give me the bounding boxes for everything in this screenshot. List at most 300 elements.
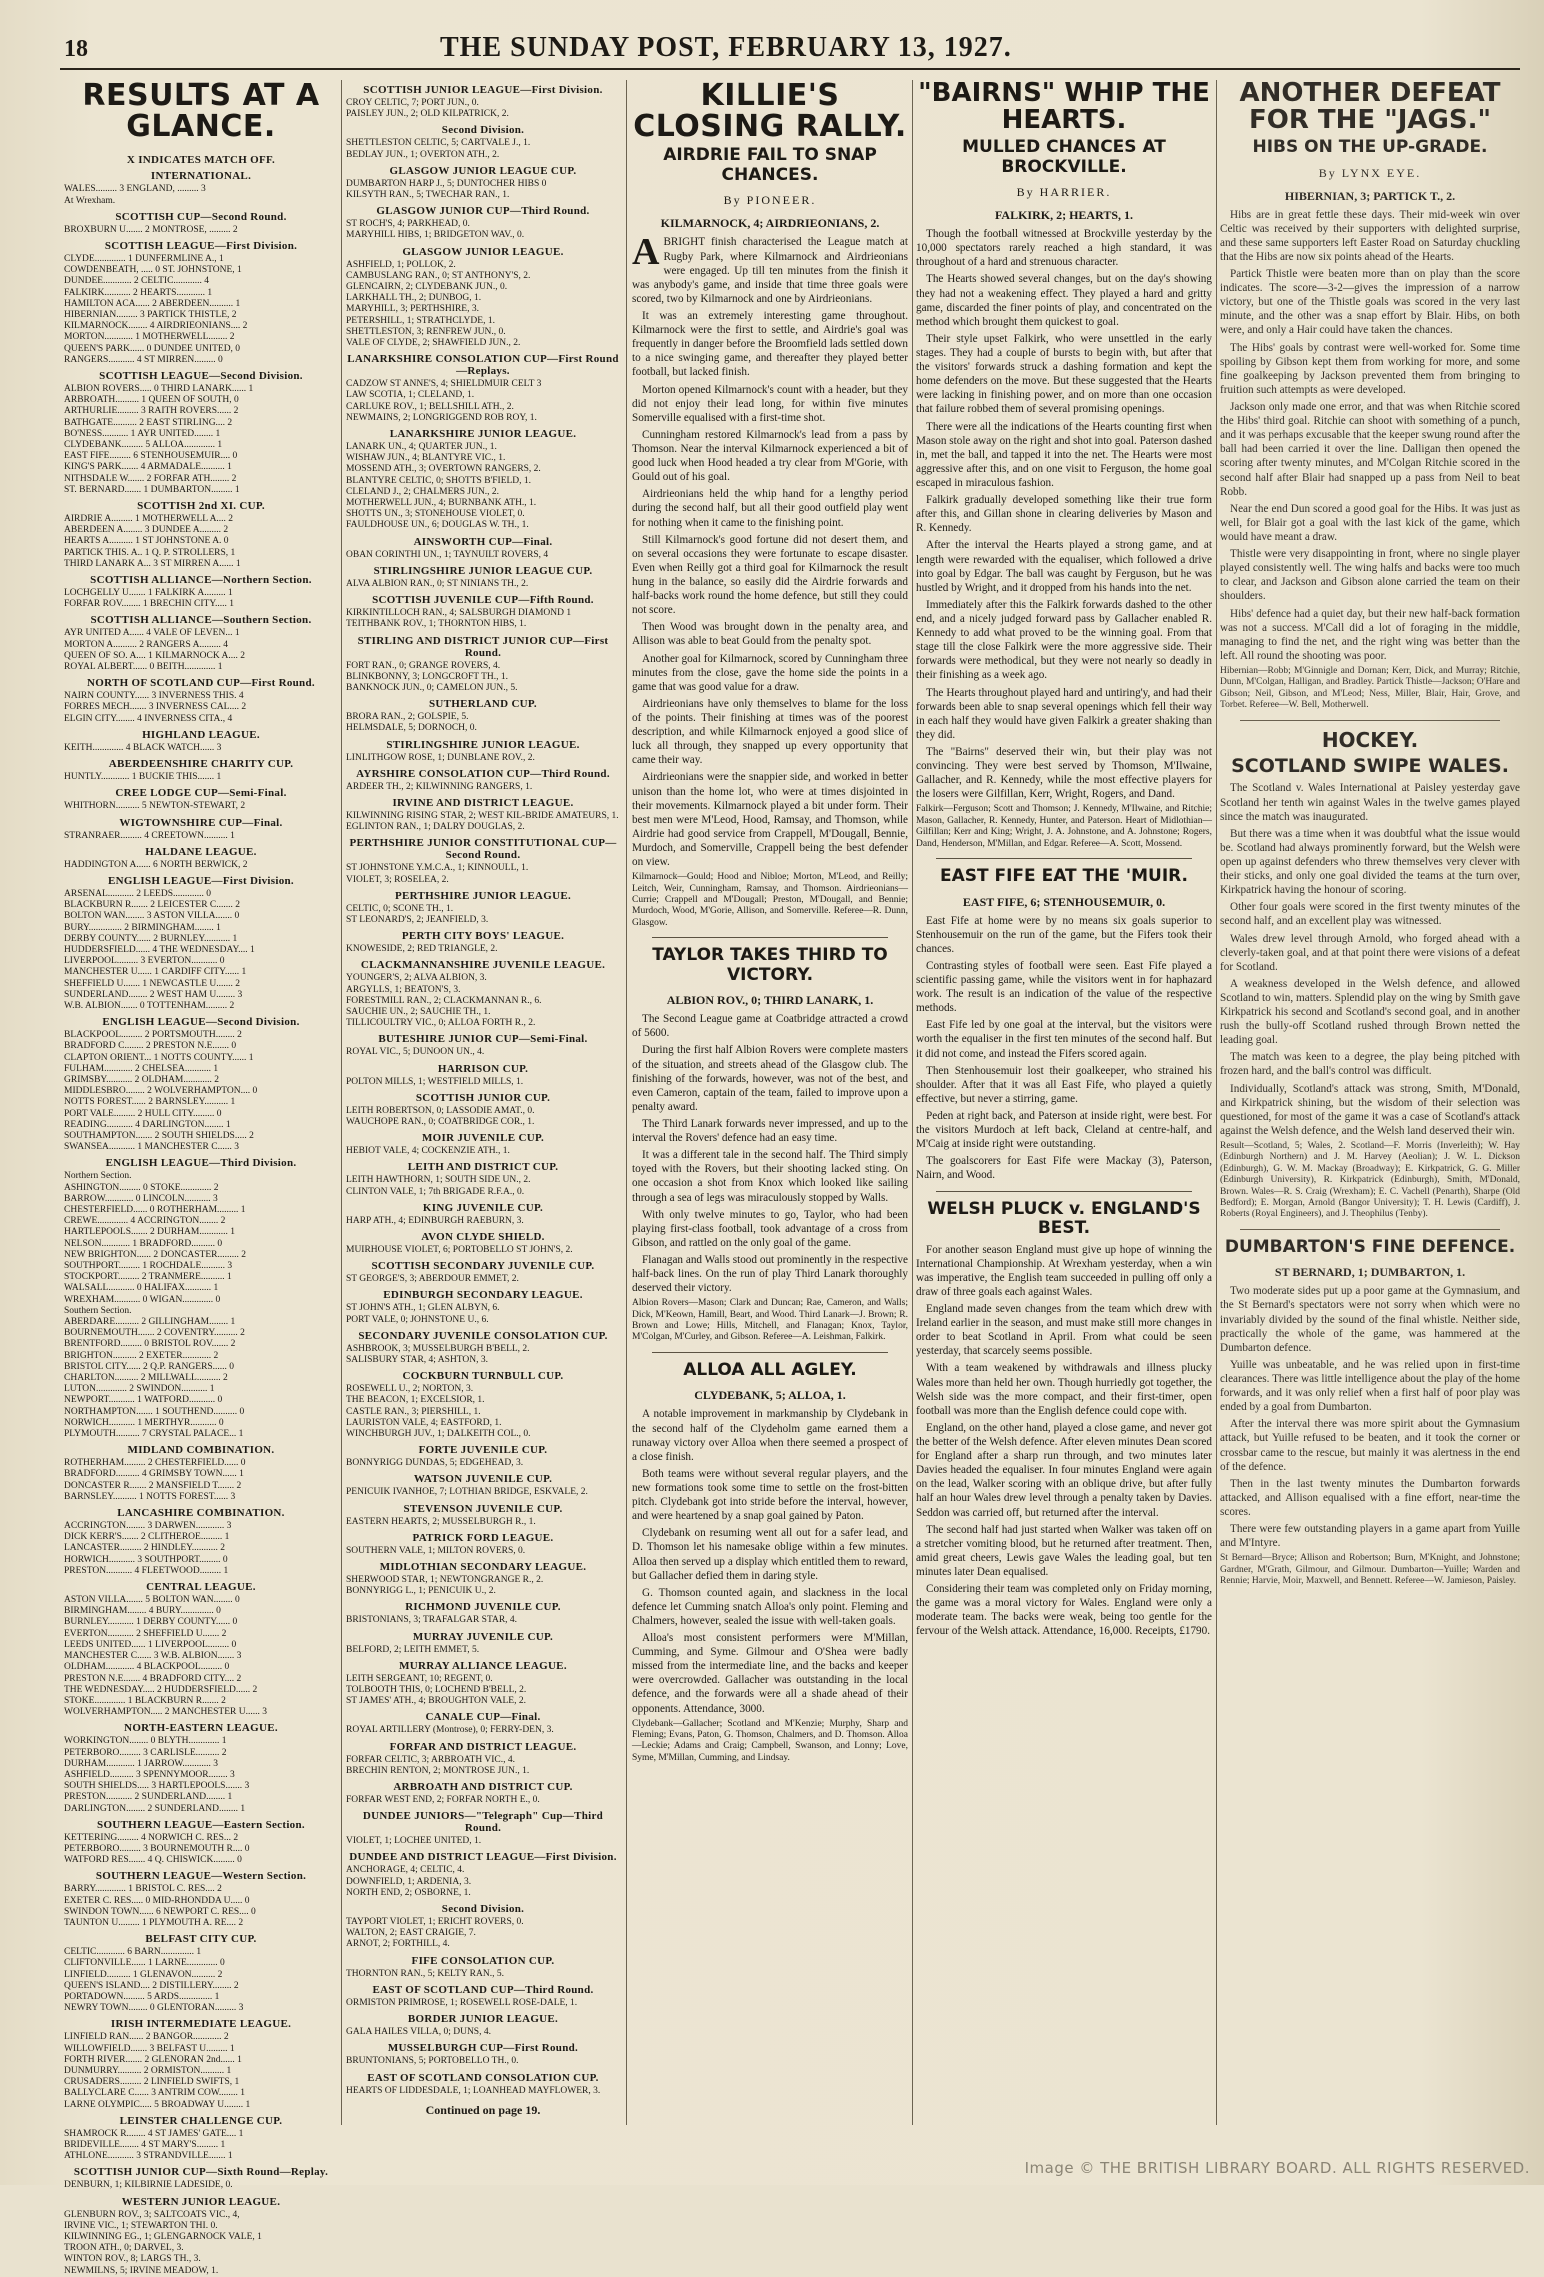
results-section [64,1171,338,1440]
result-row: ST JOHN'S ATH., 1; GLEN ALBYN, 6. [346,1303,500,1314]
result-row: YOUNGER'S, 2; ALVA ALBION, 3. [346,973,487,984]
result-row: HADDINGTON A...... 6 NORTH BERWICK, 2 [64,859,248,870]
result-row: TAUNTON U......... 1 PLYMOUTH A. RE.... 2 [64,1917,244,1928]
result-row: HEARTS OF LIDDESDALE, 1; LOANHEAD MAYFLOWER, 3. [346,2085,601,2096]
results-section [346,2056,620,2067]
result-row: ST ROCH'S, 4; PARKHEAD, 0. [346,219,470,230]
result-row: WALTON, 2; EAST CRAIGIE, 7. [346,1928,476,1939]
bairns-report [916,227,1212,801]
results-section [346,2086,620,2097]
results-section [64,2129,338,2163]
results-section-heading: WATSON JUVENILE CUP. [413,1473,553,1486]
result-row: WREXHAM........... 0 WIGAN............. 0 [64,1294,221,1305]
results-section-heading: Second Division. [441,1903,525,1916]
results-section [346,1645,620,1656]
result-row: IRVINE VIC., 1; STEWARTON THI. 0. [64,2220,218,2231]
result-row: COWDENBEATH, ..... 0 ST. JOHNSTONE, 1 [64,265,242,276]
results-section-heading: LEINSTER CHALLENGE CUP. [119,2114,283,2127]
result-row: SHEFFIELD U....... 1 NEWCASTLE U....... 2 [64,978,241,989]
result-row: HAMILTON ACA...... 2 ABERDEEN.......... 1 [64,298,241,309]
result-row: DARLINGTON........ 2 SUNDERLAND........ 1 [64,1803,246,1814]
result-row: NEWRY TOWN........ 0 GLENTORAN......... 3 [64,2003,244,2014]
result-row: AIRDRIE A......... 1 MOTHERWELL A.... 2 [64,514,234,525]
result-row: BONNYRIGG DUNDAS, 5; EDGEHEAD, 3. [346,1458,524,1469]
results-section [346,1836,620,1847]
result-row: PLYMOUTH.......... 7 CRYSTAL PALACE... 1 [64,1429,244,1440]
result-row: WOLVERHAMPTON..... 2 MANCHESTER U...... 3 [64,1707,267,1718]
article-paragraph: It was a different tale in the second half. The Third simply toyed with the Rovers, but their shooting lacked sting. On one occasion a shot from Knox which looked like sailing through a sea of legs was miraculously stopped by Walls. [632,1149,908,1204]
result-row: LUTON............. 2 SWINDON........... 1 [64,1384,215,1395]
divider [652,937,888,938]
result-row: KILSYTH RAN., 5; TWECHAR RAN., 1. [346,190,510,201]
results-section [64,1595,338,1718]
results-section-heading: SOUTHERN LEAGUE—Eastern Section. [97,1818,305,1831]
result-row: FORFAR WEST END, 2; FORFAR NORTH E., 0. [346,1795,540,1806]
result-row: PARTICK THIS. A.. 1 Q. P. STROLLERS, 1 [64,547,236,558]
results-section [346,219,620,241]
result-row: SALISBURY STAR, 4; ASHTON, 3. [346,1355,489,1365]
hockey-teams: Result—Scotland, 5; Wales, 2. Scotland—F. Morris (Inverleith); W. Hay (Edinburgh Northern) and J. M. Harvey (Aeolian); J. W. L. Dickson (Edinburgh), G. W. M. Mackay (Broadway); E. Kirkpatrick, G. G. Miller (Edinburgh University), R. Kirkpatrick (Edinburgh), Smith, M'Donald, Brown. Wales—R. S. Craig (Wrexham); E. C. Vachell (Penarth), Sharpe (Old Bedford); E. Morgan, Arnold (Bangor University); T. H. Lewis (Cardiff), J. Roberts (Royal Engineers), and J. Theophilus (Tenby). [1220,1141,1520,1220]
result-row: WILLOWFIELD....... 3 BELFAST U......... 1 [64,2043,235,2054]
results-section-heading: MURRAY ALLIANCE LEAGUE. [399,1659,567,1672]
result-row: Southern Section. [64,1305,132,1316]
results-section [346,1725,620,1736]
results-section [64,860,338,871]
result-row: PETERSHILL, 1; STRATHCLYDE, 1. [346,315,495,326]
article-paragraph: Two moderate sides put up a poor game at the Gymnasium, and the St Bernard's spectators were not sorry when which were no invariably divided by the sound of the final whistle. Neither side, practically the whole of the game, was hammered at the Dumbarton defence. [1220,1285,1520,1354]
result-row: ST. BERNARD....... 1 DUMBARTON......... 1 [64,484,240,495]
results-section [64,1458,338,1503]
results-section-heading: SCOTTISH JUVENILE CUP—Fifth Round. [372,594,594,607]
results-section-heading: MIDLAND COMBINATION. [127,1444,275,1457]
article-text: BRIGHT finish characterised the League match at Rugby Park, where Kilmarnock and Airdrieonians were engaged. Up till ten minutes from the finish it was anybody's game, and inside that time three goals were scored, two by Kilmarnock and one by Airdrieonians. [632,236,908,305]
divider [652,1352,888,1353]
result-row: EXETER C. RES..... 0 MID-RHONDDA U..... 0 [64,1895,250,1906]
result-row: BRORA RAN., 2; GOLSPIE, 5. [346,712,469,723]
results-section [64,2032,338,2110]
article-paragraph: East Fife at home were by no means six goals superior to Stenhousemuir on the run of the game, but the Fifers took their chances. [916,914,1212,955]
article-paragraph: The second half had just started when Walker was taken off on a stretcher vomiting blood, but he returned after treatment. Then, amid great cheers, Lewis gave Wales the leading goal, but ten minutes later Dean equalised. [916,1523,1212,1578]
result-row: NORTH END, 2; OSBORNE, 1. [346,1887,471,1898]
results-section-heading: HARRISON CUP. [437,1062,529,1075]
result-row: BOLTON WAN........ 3 ASTON VILLA....... 0 [64,911,240,922]
result-row: NOTTS FOREST...... 2 BARNSLEY.......... 1 [64,1097,236,1108]
result-row: CAMBUSLANG RAN., 0; ST ANTHONY'S, 2. [346,270,531,281]
column-jags [1220,80,1520,2145]
results-section-heading: STIRLINGSHIRE JUNIOR LEAGUE. [386,738,580,751]
results-section-heading: HIGHLAND LEAGUE. [142,728,260,741]
result-row: BRIGHTON.......... 2 EXETER............ 2 [64,1350,219,1361]
result-row: LAURISTON VALE, 4; EASTFORD, 1. [346,1417,502,1428]
article-paragraph: The Third Lanark forwards never impressed, and up to the interval the Rovers' defence had an easy time. [632,1117,908,1145]
article-paragraph: After the interval there was more spirit about the Gymnasium attack, but Yuille refused to be beaten, and it took the corner or crossbar came to the rescue, but mainly it was alertness in the end of the defence. [1220,1418,1520,1473]
results-section-heading: PERTHSHIRE JUNIOR LEAGUE. [394,889,572,902]
results-section [346,1047,620,1058]
result-row: KILWINNING EG., 1; GLENGARNOCK VALE, 1 [64,2232,262,2243]
result-row: EGLINTON RAN., 1; DALRY DOUGLAS, 2. [346,822,525,833]
jags-byline: By LYNX EYE. [1318,165,1422,180]
results-section-heading: CENTRAL LEAGUE. [146,1581,256,1594]
results-section-heading: ENGLISH LEAGUE—First Division. [108,874,294,887]
result-row: FALKIRK........... 2 HEARTS............ 1 [64,287,213,298]
result-row: LAW SCOTIA, 1; CLELAND, 1. [346,390,475,401]
results-section [346,2027,620,2038]
result-row: LEEDS UNITED...... 1 LIVERPOOL......... 0 [64,1639,237,1650]
results-section [64,889,338,1012]
results-section-heading: Second Division. [441,124,525,137]
results-section [346,260,620,350]
jags-fixture: HIBERNIAN, 3; PARTICK T., 2. [1284,188,1456,203]
results-section [346,1274,620,1285]
result-row: CASTLE RAN., 3; PIERSHILL, 1. [346,1406,481,1417]
result-row: BROXBURN U....... 2 MONTROSE, ......... 2 [64,224,238,235]
result-row: WHITHORN.......... 5 NEWTON-STEWART, 2 [64,801,246,812]
article-paragraph: The Hearts showed several changes, but on the day's showing they had not a weakening effect. They played a hard and gritty game, discarded the finer points of play, and concentrated on the method which brought them quickest to goal. [916,273,1212,328]
results-section-heading: BELFAST CITY CUP. [145,1933,257,1946]
results-section [64,2210,338,2277]
result-row: CLELAND J., 2; CHALMERS JUN., 2. [346,486,500,497]
results-section [64,254,338,366]
result-row: CROY CELTIC, 7; PORT JUN., 0. [346,98,479,108]
results-section [346,661,620,695]
article-paragraph: A weakness developed in the Welsh defence, and allowed Scotland to win, matters. Splendid play on the wing by Smith gave Kirkpatrick his second and Scotland's second goal, and in another rush the bully-off Scotland rushed through Brown netted the leading goal. [1220,977,1520,1047]
results-section-heading: STIRLING AND DISTRICT JUNIOR CUP—First Round. [357,634,609,659]
result-row: ST GEORGE'S, 3; ABERDOUR EMMET, 2. [346,1274,519,1285]
results-section-heading: PERTH CITY BOYS' LEAGUE. [401,930,565,943]
result-row: TOLBOOTH THIS, 0; LOCHEND B'BELL, 2. [346,1685,527,1696]
result-row: HEARTS A.......... 1 ST JOHNSTONE A. 0 [64,536,229,547]
results-section [346,1146,620,1157]
result-row: CLYDE............. 1 DUNFERMLINE A., 1 [64,253,224,264]
result-row: NEWMILNS, 5; IRVINE MEADOW, 1. [64,2265,219,2276]
result-row: PORT VALE, 0; JOHNSTONE U., 6. [346,1314,489,1325]
result-row: CLYDEBANK......... 5 ALLOA............. 1 [64,440,223,451]
results-section [64,225,338,236]
results-section [346,1575,620,1597]
eastfife-report [916,914,1212,1183]
results-section-heading: AINSWORTH CUP—Final. [413,535,553,548]
results-section [346,973,620,1029]
results-section-heading: CLACKMANNANSHIRE JUVENILE LEAGUE. [360,959,606,972]
results-section-heading: WIGTOWNSHIRE CUP—Final. [119,816,283,829]
result-row: LARNE OLYMPIC..... 5 BROADWAY U........ 1 [64,2099,251,2110]
results-section [346,1175,620,1197]
result-row: SOUTHPORT......... 1 ROCHDALE.......... 3 [64,1261,233,1271]
result-row: BRISTONIANS, 3; TRAFALGAR STAR, 4. [346,1615,518,1626]
result-row: BEDLAY JUN., 1; OVERTON ATH., 2. [346,149,500,160]
results-section [346,1674,620,1708]
results-section-heading: CANALE CUP—Final. [425,1711,541,1724]
result-row: OBAN CORINTHI UN., 1; TAYNUILT ROVERS, 4 [346,549,549,560]
hockey-label: HOCKEY. [1321,727,1419,752]
result-row: NORWICH........... 1 MERTHYR........... 0 [64,1417,224,1428]
killie-headline: KILLIE'S CLOSING RALLY. [633,78,907,145]
result-row: HIBERNIAN......... 3 PARTICK THISTLE, 2 [64,310,237,320]
result-row: GRIMSBY........... 2 OLDHAM............ 2 [64,1074,220,1085]
result-row: BOURNEMOUTH....... 2 COVENTRY.......... 2 [64,1328,245,1339]
results-section-heading: INTERNATIONAL. [150,170,252,183]
bairns-fixture: FALKIRK, 2; HEARTS, 1. [994,208,1134,223]
result-row: ROTHERHAM......... 2 CHESTERFIELD...... 0 [64,1458,246,1469]
results-section-heading: RICHMOND JUVENILE CUP. [405,1601,561,1614]
results-section-heading: FIFE CONSOLATION CUP. [411,1954,555,1967]
article-paragraph: Then in the last twenty minutes the Dumbarton forwards attacked, and Allison equalised with a fine effort, near-time the scores. [1220,1477,1520,1518]
results-section-heading: ENGLISH LEAGUE—Third Division. [105,1157,297,1170]
results-section-heading: SCOTTISH CUP—Second Round. [115,210,287,223]
results-section [346,1795,620,1806]
results-section [346,811,620,833]
results-section [346,379,620,424]
killie-report [632,231,908,869]
results-section [346,782,620,793]
results-section [64,1884,338,1929]
result-row: ARDEER TH., 2; KILWINNING RANGERS, 1. [346,781,533,792]
results-section [346,1998,620,2009]
result-row: FORESTMILL RAN., 2; CLACKMANNAN R., 6. [346,995,542,1006]
results-section [346,1216,620,1227]
result-row: BLINKBONNY, 3; LONGCROFT TH., 1. [346,671,509,682]
result-row: MUIRHOUSE VIOLET, 6; PORTOBELLO ST JOHN'S, 2. [346,1244,573,1255]
results-section [64,1030,338,1153]
jags-subhead: HIBS ON THE UP-GRADE. [1252,137,1488,158]
results-section-heading: DUNDEE AND DISTRICT LEAGUE—First Division. [349,1851,617,1864]
results-section-heading: SCOTTISH SECONDARY JUVENILE CUP. [371,1260,595,1273]
masthead [60,28,1520,70]
column-rule [1216,80,1217,2125]
results-section-heading: FORFAR AND DISTRICT LEAGUE. [389,1740,577,1753]
result-row: ALBION ROVERS..... 0 THIRD LANARK...... 1 [64,384,254,395]
results-section [346,1487,620,1498]
result-row: HELMSDALE, 5; DORNOCH, 0. [346,723,477,734]
result-row: HEBIOT VALE, 4; COCKENZIE ATH., 1. [346,1146,510,1157]
result-row: SOUTH SHIELDS..... 3 HARTLEPOOLS....... 3 [64,1781,250,1792]
result-row: ASHFIELD.......... 3 SPENNYMOOR........ 3 [64,1769,235,1780]
jags-report [1220,208,1520,663]
result-row: FULHAM............ 2 CHELSEA........... 1 [64,1063,219,1074]
article-paragraph: England, on the other hand, played a close game, and never got the better of the Welsh defence. After eleven minutes Dean scored for England after a sharp run through, and two minutes later Davies headed the equaliser. In four minutes England were again on the lead, Walker scoring with an oblique drive, but after fully half an hour Wales drew level through a penalty taken by Davies. Seddon was carried off, but returned after the interval. [916,1421,1212,1519]
results-section-heading: STIRLINGSHIRE JUNIOR LEAGUE CUP. [373,564,593,577]
result-row: CARLUKE ROV., 1; BELLSHILL ATH., 2. [346,401,514,412]
results-section [64,743,338,754]
bairns-byline: By HARRIER. [1016,185,1112,200]
result-row: HUNTLY............ 1 BUCKIE THIS....... 1 [64,772,222,783]
result-row: SHERWOOD STAR, 1; NEWTONGRANGE R., 2. [346,1575,544,1586]
article-paragraph: The match was keen to a degree, the play being pitched with frozen hard, and the ball's control was difficult. [1220,1051,1520,1078]
results-section [346,863,620,885]
column-killie [632,80,908,2145]
article-paragraph: Hibs are in great fettle these days. Their mid-week win over Celtic was received by their supporters with delighted surprise, and these same supporters left Easter Road on Saturday chuckling that the Hibs are now six points ahead of the Hearts. [1220,208,1520,263]
result-row: ACCRINGTON........ 3 DARWEN............ 3 [64,1521,232,1532]
result-row: ARGYLLS, 1; BEATON'S, 3. [346,984,461,995]
result-row: FORTH RIVER....... 2 GLENORAN 2nd...... 1 [64,2054,242,2065]
results-section [64,1947,338,2014]
result-row: LIVERPOOL......... 3 EVERTON........... 0 [64,956,225,967]
article-paragraph: Falkirk gradually developed something like their true form after this, and Gillan shone in clearing deliveries by Mason and R. Kennedy. [916,494,1212,535]
result-row: LINFIELD RAN...... 2 BANGOR............ 2 [64,2032,229,2043]
results-section [64,184,338,206]
results-section-heading: SCOTTISH ALLIANCE—Northern Section. [90,574,312,587]
result-row: KETTERING......... 4 NORWICH C. RES... 2 [64,1832,239,1843]
article-paragraph: Both teams were without several regular players, and the new formations took some time to settle on the frost-bitten pitch. Clydebank got into stride before the interval, however, and were heartened by a snap goal gained by Paton. [632,1467,908,1523]
result-row: SOUTHAMPTON....... 2 SOUTH SHIELDS..... 2 [64,1130,254,1141]
result-row: CRUSADERS......... 2 LINFIELD SWIFTS, 1 [64,2077,240,2088]
result-row: ALVA ALBION RAN., 0; ST NINIANS TH., 2. [346,578,529,589]
result-row: WORKINGTON........ 0 BLYTH............. 1 [64,1736,227,1747]
results-section [346,1077,620,1088]
result-row: CELTIC, 0; SCONE TH., 1. [346,903,454,914]
result-row: Northern Section. [64,1171,132,1182]
results-section-heading: EAST OF SCOTLAND CONSOLATION CUP. [367,2071,599,2084]
result-row: EAST FIFE......... 6 STENHOUSEMUIR.... 0 [64,451,238,462]
result-row: TAYPORT VIOLET, 1; ERICHT ROVERS, 0. [346,1917,524,1928]
result-row: CELTIC............ 6 BARN.............. 1 [64,1947,202,1958]
result-row: DUMBARTON HARP J., 5; DUNTOCHER HIBS 0 [346,178,547,189]
results-section [346,753,620,764]
result-row: NELSON............ 1 BRADFORD.......... 0 [64,1238,223,1249]
results-section-heading: GLASGOW JUNIOR LEAGUE CUP. [389,164,577,177]
article-paragraph: Then Wood was brought down in the penalty area, and Allison was able to beat Gould from the penalty spot. [632,621,908,648]
results-section [64,628,338,673]
article-paragraph: Wales drew level through Arnold, who forged ahead with a cleverly-taken goal, and at that point there were visions of a defeat for Scotland. [1220,932,1520,973]
result-row: LANCASTER......... 2 HINDLEY........... 2 [64,1543,226,1554]
results-section-heading: PATRICK FORD LEAGUE. [412,1531,554,1544]
result-row: BELFORD, 2; LEITH EMMET, 5. [346,1644,480,1655]
article-paragraph: A notable improvement in markmanship by Clydebank in the second half of the Clydeholm game earned them a runaway victory over Alloa when there seemed a prospect of a close finish. [632,1408,908,1463]
result-row: ASTON VILLA....... 5 BOLTON WAN........ 0 [64,1595,240,1606]
results-section [64,588,338,610]
article-paragraph: Alloa's most consistent performers were M'Millan, Cumming, and Syme. Gilmour and O'Shea were badly missed from the intermediate line, and the backs and keeper were overcrowded. Gallacher was outstanding in the local defence, and the forwards were all a shade ahead of their opponents. Attendance, 3000. [632,1632,908,1715]
results-section-heading: SCOTTISH LEAGUE—Second Division. [99,370,303,383]
result-row: PORTADOWN......... 5 ARDS.............. 1 [64,1991,220,2002]
article-paragraph: Peden at right back, and Paterson at inside right, were best. For the visitors Murdoch at left back, Cleland at centre-half, and M'Caig at inside right were outstanding. [916,1109,1212,1151]
result-row: READING........... 4 DARLINGTON........ 1 [64,1119,231,1130]
result-row: KING'S PARK....... 4 ARMADALE.......... 1 [64,462,232,473]
article-paragraph: East Fife led by one goal at the interval, but the visitors were worth the equaliser in the first ten minutes of the second half. But it did not come, and instead the Fifers scored again. [916,1019,1212,1060]
drop-cap: A [632,231,660,274]
result-row: BRENTFORD......... 0 BRISTOL ROV....... 2 [64,1339,236,1350]
results-section [346,1458,620,1469]
result-row: VIOLET, 3; ROSELEA, 2. [346,874,449,885]
article-paragraph: Another goal for Kilmarnock, scored by Cunningham three minutes from the close, gave the home side the points in a game that was good value for a draw. [632,652,908,693]
result-row: HARTLEPOOLS....... 2 DURHAM............ 1 [64,1227,235,1238]
results-section [346,1969,620,1980]
article-paragraph: G. Thomson counted again, and slackness in the local defence let Cumming snatch Alloa's only point. Fleming and Chalmers, however, sealed the issue with well-taken goals. [632,1586,908,1627]
results-section [346,1615,620,1626]
result-row: HORWICH........... 3 SOUTHPORT......... 0 [64,1554,228,1565]
result-row: BRUNTONIANS, 5; PORTOBELLO TH., 0. [346,2056,519,2067]
result-row: EVERTON........... 2 SHEFFIELD U....... 2 [64,1628,227,1639]
result-row: NEW BRIGHTON...... 2 DONCASTER......... 2 [64,1249,246,1260]
results-section-heading: STEVENSON JUVENILE CUP. [403,1502,563,1515]
result-row: NAIRN COUNTY...... 3 INVERNESS THIS. 4 [64,691,244,702]
results-section [346,1384,620,1440]
results-section-heading: COCKBURN TURNBULL CUP. [402,1370,564,1383]
result-row: WALES......... 3 ENGLAND, ......... 3 [64,184,206,195]
dumbarton-fixture: ST BERNARD, 1; DUMBARTON, 1. [1274,1265,1466,1280]
taylor-report [632,1012,908,1295]
results-section-heading: BUTESHIRE JUNIOR CUP—Semi-Final. [378,1033,588,1046]
killie-fixture: KILMARNOCK, 4; AIRDRIEONIANS, 2. [660,216,880,231]
article-paragraph: Jackson only made one error, and that was when Ritchie scored the Hibs' third goal. Ritchie can shoot with something of a punch, and it was perhaps excusable that the keeper swung round after the ball had been carried it over the line. Dalligan then opened the scoring after twenty minutes, and M'Colgan Ritchie scored in the second half after Blair had snapped up a pass from Neil to beat Robb. [1220,401,1520,498]
results-section-heading: SCOTTISH ALLIANCE—Southern Section. [90,614,312,627]
article-paragraph: The Scotland v. Wales International at Paisley yesterday gave Scotland her tenth win against Wales in the twelve games played since the match was inaugurated. [1220,782,1520,823]
result-row: BLACKPOOL......... 2 PORTSMOUTH........ 2 [64,1030,242,1041]
result-row: STOKE............. 1 BLACKBURN R....... 2 [64,1695,226,1706]
result-row: BIRMINGHAM........ 4 BURY.............. 0 [64,1606,221,1617]
result-row: KNOWESIDE, 2; RED TRIANGLE, 2. [346,944,498,955]
welsh-headline: WELSH PLUCK v. ENGLAND'S BEST. [927,1198,1201,1239]
result-row: WALSALL........... 0 HALIFAX........... 1 [64,1283,219,1294]
result-row: ROYAL VIC., 5; DUNOON UN., 4. [346,1047,485,1058]
results-section [64,514,338,570]
divider [1240,1229,1500,1230]
result-row: VALE OF CLYDE, 2; SHAWFIELD JUN., 2. [346,338,521,349]
results-section [346,1344,620,1366]
article-paragraph: Hibs' defence had a quiet day, but their new half-back formation was not a success. M'Call did a lot of foraging in the middle, managing to find the net, and the right wing was better than the left. All round the shooting was poor. [1220,607,1520,662]
results-list [64,170,338,2276]
results-section-heading: MURRAY JUVENILE CUP. [412,1630,554,1643]
result-row: FORFAR CELTIC, 3; ARBROATH VIC., 4. [346,1754,516,1765]
result-row: WINTON ROV., 8; LARGS TH., 3. [64,2254,201,2265]
column-rule [626,80,627,2125]
results-section [346,1755,620,1777]
article-paragraph: Cunningham restored Kilmarnock's lead from a pass by Thomson. Near the interval Kilmarnock experienced a bit of good luck when Hood headed a try clear from M'Gorie, with Gould out of his goal. [632,428,908,484]
article-paragraph: Though the football witnessed at Brockville yesterday by the 10,000 spectators rarely reached a high standard, it was throughout of a hard and strenuous character. [916,228,1212,269]
results-section-heading: LANARKSHIRE CONSOLATION CUP—First Round—Replays. [347,353,619,378]
eastfife-fixture: EAST FIFE, 6; STENHOUSEMUIR, 0. [962,894,1166,909]
article-paragraph: Airdrieonians held the whip hand for a lengthy period during the second half, but all their good outfield play went for nothing when it came to the finishing point. [632,488,908,529]
result-row: CLAPTON ORIENT... 1 NOTTS COUNTY...... 1 [64,1052,254,1063]
result-row: WATFORD RES....... 4 Q. CHISWICK......... 0 [64,1855,242,1866]
article-paragraph: But there was a time when it was doubtful what the issue would be. Scotland had always prominently forward, but the Welsh were open up against defenders who threw themselves very clever with their sticks, and only one goal divided the teams at the turn over, Kirkpatrick having the honour of scoring. [1220,827,1520,897]
results-section-heading: LEITH AND DISTRICT CUP. [407,1161,559,1174]
result-row: BLACKBURN R....... 2 LEICESTER C....... 2 [64,900,241,911]
results-section-heading: MUSSELBURGH CUP—First Round. [387,2042,579,2055]
article-paragraph: Partick Thistle were beaten more than on play than the score indicates. The score—3-2—gives the impression of a narrow victory, but one of the Thistle goals was scored in the very last minute, and the other was a snap effort by Blair. Hibs, on both were, and only a Hair could have taken the chances. [1220,268,1520,337]
results-section-heading: SCOTTISH 2nd XI. CUP. [137,500,265,513]
results-section [346,1303,620,1325]
result-row: CHARLTON.......... 2 MILLWALL.......... 2 [64,1373,228,1384]
result-row: LARKHALL TH., 2; DUNBOG, 1. [346,293,482,304]
result-row: MARYHILL HIBS, 1; BRIDGETON WAV., 0. [346,230,525,241]
result-row: NORTHAMPTON....... 1 SOUTHEND.......... 0 [64,1406,245,1417]
results-section-heading: LANARKSHIRE JUNIOR LEAGUE. [389,428,577,441]
result-row: THE BEACON, 1; EXCELSIOR, 1. [346,1395,485,1406]
result-row: BARROW............ 0 LINCOLN........... 3 [64,1193,218,1204]
result-row: BRADFORD C........ 2 PRESTON N.E....... 0 [64,1041,237,1052]
results-section-heading: LANCASHIRE COMBINATION. [117,1507,285,1520]
result-row: PRESTON........... 4 FLEETWOOD......... 1 [64,1565,229,1576]
result-row: BRIDEVILLE........ 4 ST MARY'S......... 1 [64,2140,226,2150]
results-section-heading: IRVINE AND DISTRICT LEAGUE. [392,796,574,809]
result-row: PENICUIK IVANHOE, 7; LOTHIAN BRIDGE, ESKVALE, 2. [346,1487,588,1498]
result-row: SAUCHIE UN., 2; SAUCHIE TH., 1. [346,1006,491,1017]
result-row: BO'NESS........... 1 AYR UNITED........ 1 [64,428,221,439]
results-section-heading: SECONDARY JUVENILE CONSOLATION CUP. [358,1329,608,1342]
result-row: VIOLET, 1; LOCHEE UNITED, 1. [346,1836,482,1847]
killie-byline: By PIONEER. [723,193,817,208]
bairns-teams: Falkirk—Ferguson; Scott and Thomson; J. Kennedy, M'Ilwaine, and Ritchie; Mason, Gallacher, R. Kennedy, Hunter, and Paterson. Heart of Midlothian—Gilfillan; Kerr and King; Wright, J. A. Johnstone, and A. Johnstone; Rogers, Dand, Henderson, M'Millan, and Edgar. Referee—A. Scott, Mossend. [916,804,1212,849]
result-row: TEITHBANK ROV., 1; THORNTON HIBS, 1. [346,619,527,630]
article-paragraph: There were all the indications of the Hearts counting first when Mason stole away on the right and shot into goal. Paterson dashed in, met the ball, and tapped it into the net. The Hearts were most aggressive after this, and on one visit to Ferguson, the home goal escaped in miraculous fashion. [916,420,1212,490]
article-paragraph [632,231,908,306]
bairns-subhead: MULLED CHANCES AT BROCKVILLE. [962,137,1166,177]
killie-subhead: AIRDRIE FAIL TO SNAP CHANCES. [663,145,877,185]
results-section [346,1245,620,1256]
result-row: CREWE............. 4 ACCRINGTON........ 2 [64,1216,226,1227]
article-paragraph: The Second League game at Coatbridge attracted a crowd of 5600. [632,1013,908,1040]
result-row: ABERDARE.......... 2 GILLINGHAM........ 1 [64,1317,236,1328]
